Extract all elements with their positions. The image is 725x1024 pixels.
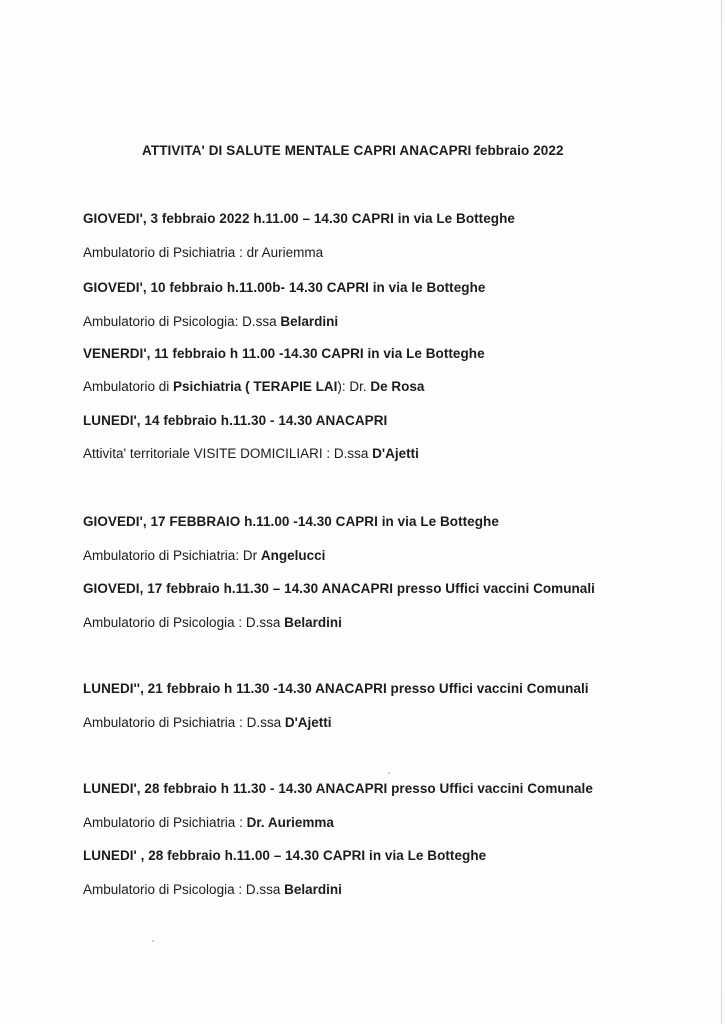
entry-heading: LUNEDI', 28 febbraio h 11.30 - 14.30 ANACAPRI presso Uffici vaccini Comunale — [83, 781, 593, 796]
document-title: ATTIVITA' DI SALUTE MENTALE CAPRI ANACAPRI febbraio 2022 — [142, 143, 564, 158]
entry-service-text: Ambulatorio di Psicologia: D.ssa — [83, 314, 281, 329]
entry-service-bold: Psichiatria ( TERAPIE LAI — [173, 379, 338, 394]
entry-service-text: Ambulatorio di Psicologia : D.ssa — [83, 882, 285, 897]
entry-doctor: Dr. Auriemma — [246, 815, 334, 830]
entry-heading: LUNEDI', 14 febbraio h.11.30 - 14.30 ANACAPRI — [83, 413, 388, 428]
scan-edge — [721, 0, 722, 1024]
entry-service — [83, 446, 419, 461]
entry-doctor: De Rosa — [370, 379, 425, 394]
entry-service — [83, 615, 342, 630]
entry-service-text: Ambulatorio di Psichiatria : D.ssa — [83, 715, 285, 730]
entry-service-text: Ambulatorio di Psichiatria : — [83, 815, 247, 830]
entry-service-prefix: Ambulatorio di — [83, 379, 174, 394]
entry-service — [83, 815, 334, 830]
entry-service-text: Ambulatorio di Psicologia : D.ssa — [83, 615, 285, 630]
entry-service — [83, 245, 323, 260]
entry-heading: GIOVEDI, 17 febbraio h.11.30 – 14.30 ANACAPRI presso Uffici vaccini Comunali — [83, 581, 595, 596]
entry-doctor: D'Ajetti — [372, 446, 419, 461]
entry-heading: GIOVEDI', 10 febbraio h.11.00b- 14.30 CAPRI in via le Botteghe — [83, 280, 486, 295]
entry-service — [83, 548, 325, 563]
entry-doctor: Belardini — [284, 882, 342, 897]
entry-service-text: Attivita' territoriale VISITE DOMICILIARI : D.ssa — [83, 446, 373, 461]
entry-service-text: Ambulatorio di Psichiatria: Dr — [83, 548, 261, 563]
entry-heading: LUNEDI' , 28 febbraio h.11.00 – 14.30 CAPRI in via Le Botteghe — [83, 848, 487, 863]
entry-doctor: Belardini — [280, 314, 339, 329]
scan-speck — [388, 772, 390, 774]
entry-heading: GIOVEDI', 3 febbraio 2022 h.11.00 – 14.30 CAPRI in via Le Botteghe — [83, 211, 515, 226]
scan-speck — [152, 940, 154, 942]
entry-heading: LUNEDI'', 21 febbraio h 11.30 -14.30 ANACAPRI presso Uffici vaccini Comunali — [83, 681, 589, 696]
entry-service-text: ): Dr. — [337, 379, 371, 394]
entry-service — [83, 882, 342, 897]
entry-doctor: Angelucci — [260, 548, 326, 563]
entry-heading: VENERDI', 11 febbraio h 11.00 -14.30 CAPRI in via Le Botteghe — [83, 346, 485, 361]
entry-service-text: Ambulatorio di Psichiatria : dr Auriemma — [83, 245, 324, 260]
entry-service — [83, 715, 332, 730]
entry-heading: GIOVEDI', 17 FEBBRAIO h.11.00 -14.30 CAPRI in via Le Botteghe — [83, 514, 499, 529]
entry-service — [83, 314, 338, 329]
entry-service — [83, 379, 424, 394]
entry-doctor: Belardini — [284, 615, 342, 630]
entry-doctor: D'Ajetti — [284, 715, 332, 730]
